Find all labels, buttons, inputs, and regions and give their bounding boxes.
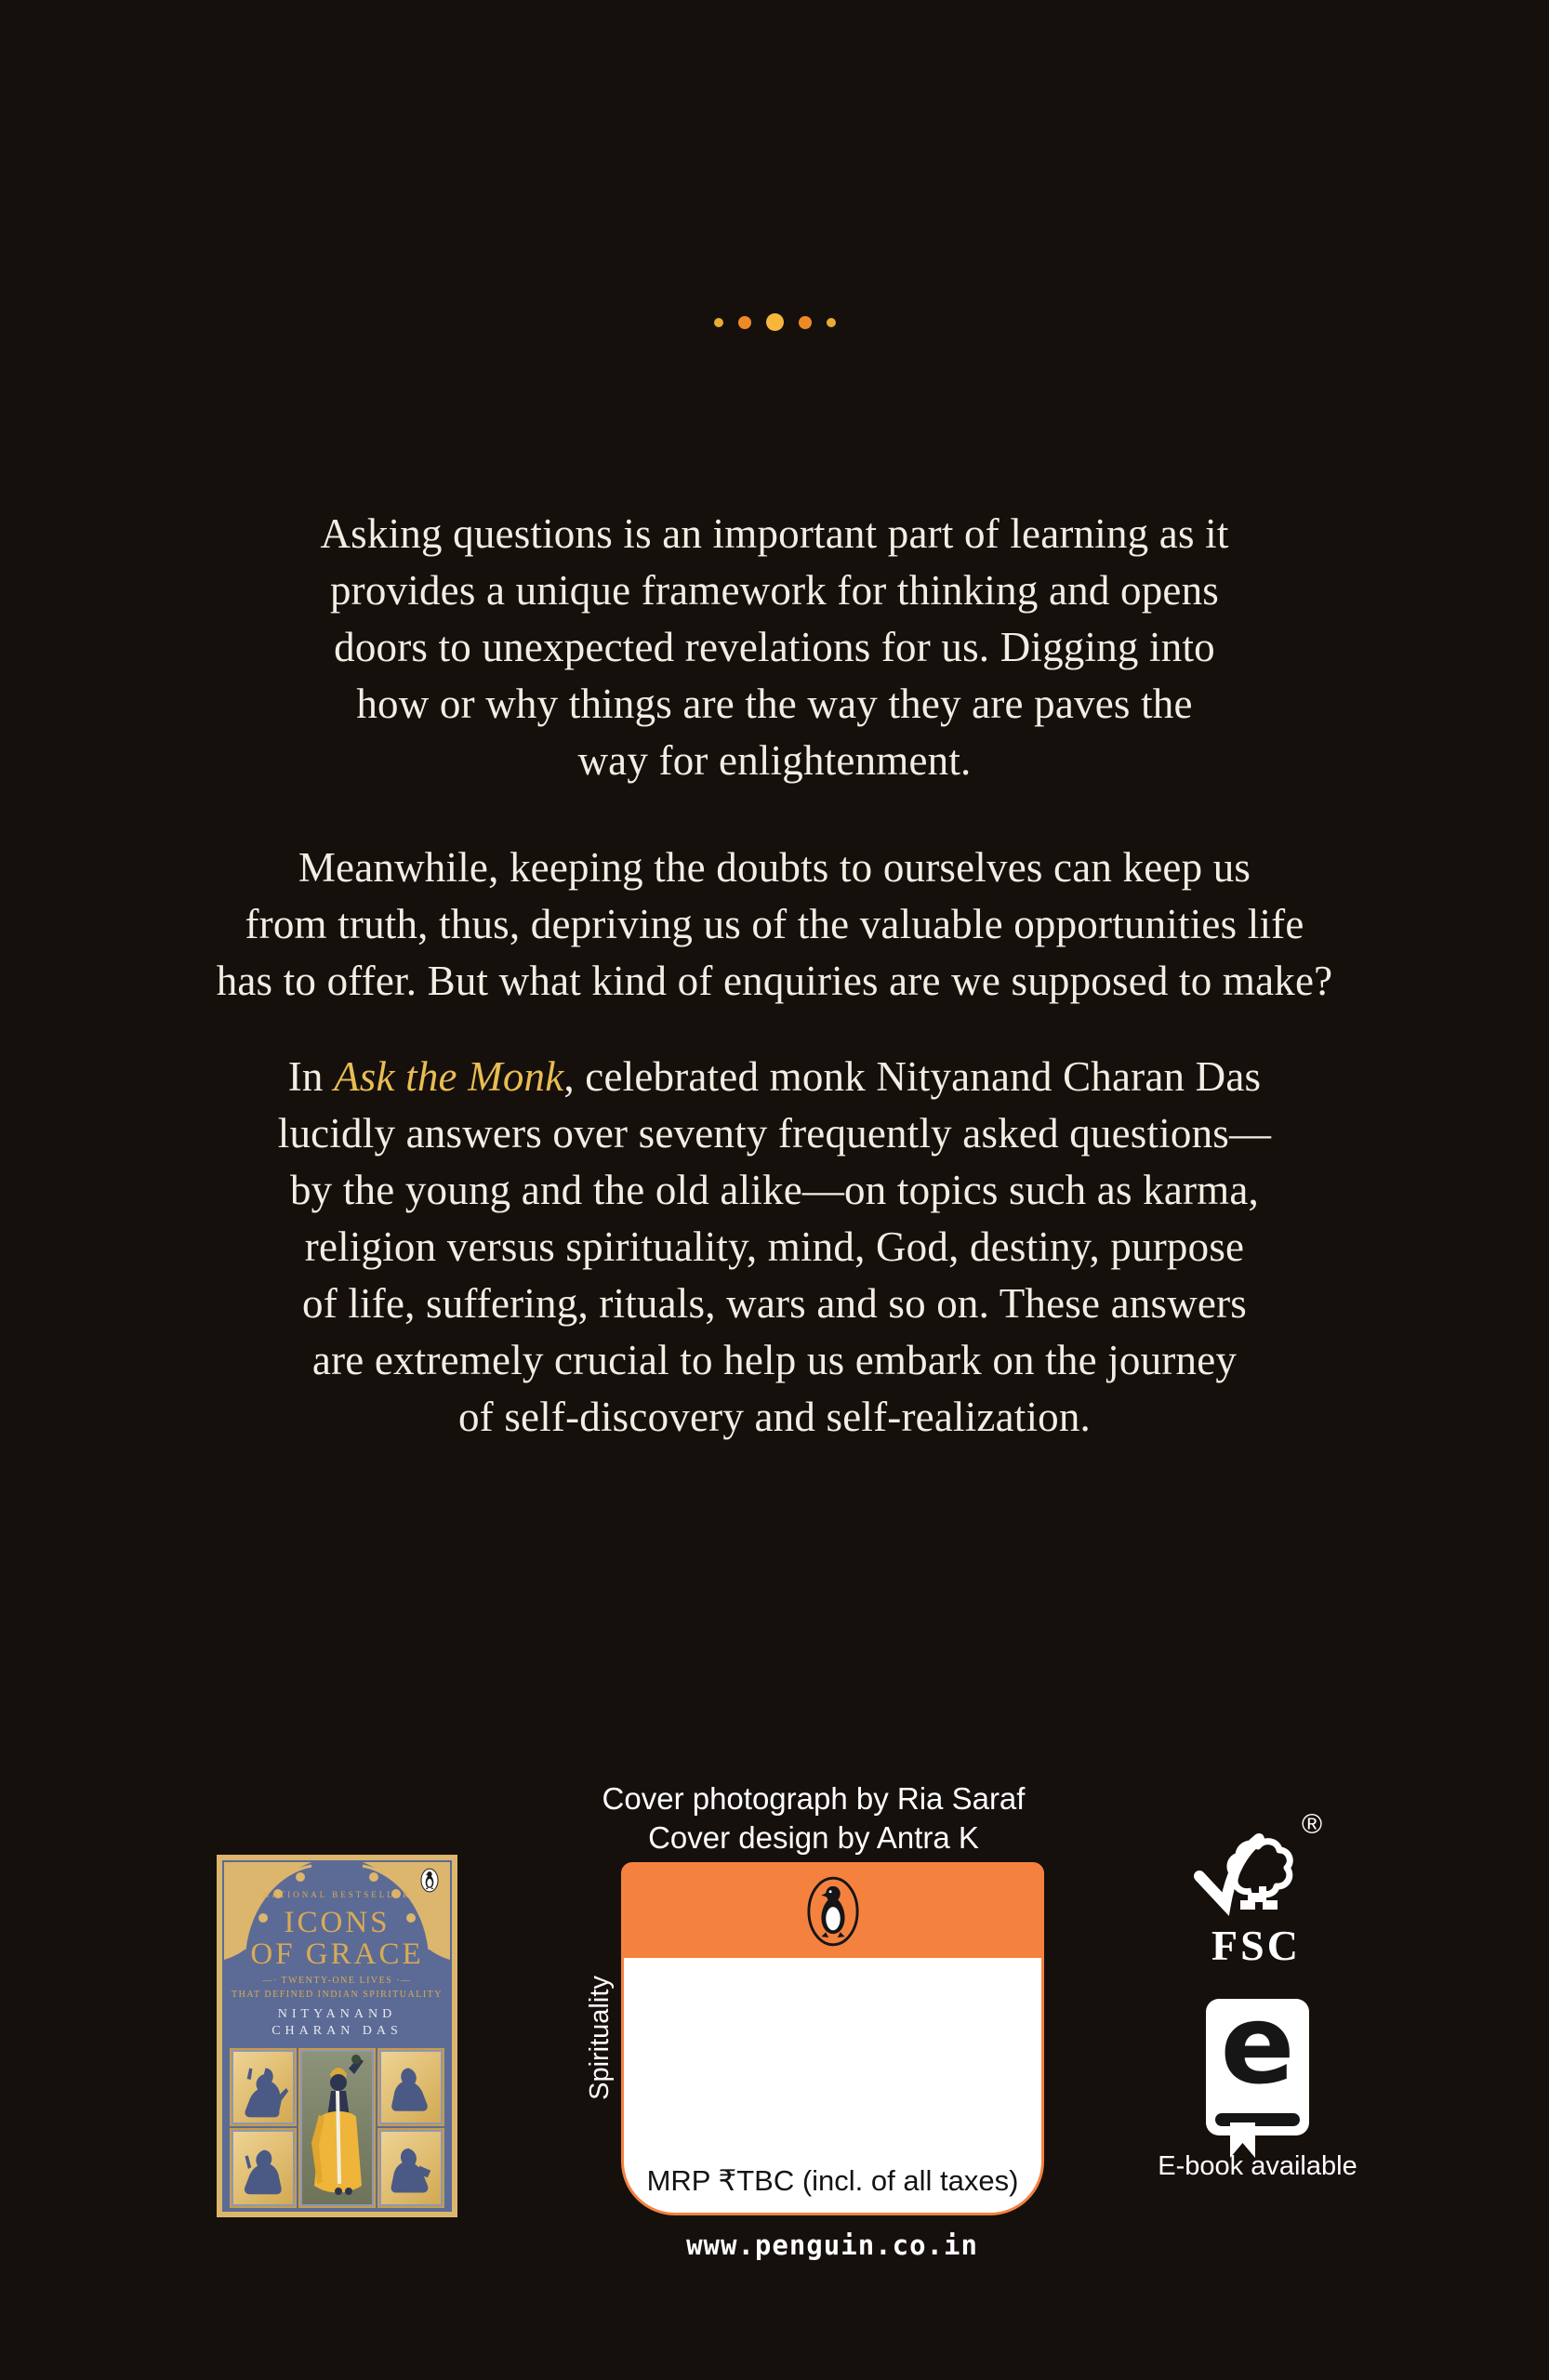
synopsis-line: has to offer. But what kind of enquiries are we supposed to make?: [216, 958, 1333, 1004]
credit-photograph: Cover photograph by Ria Saraf: [602, 1781, 1026, 1816]
book-title-italic: Ask the Monk: [334, 1053, 564, 1100]
ebook-book-spine: [1215, 2113, 1300, 2126]
synopsis-line: of self-discovery and self-realization.: [457, 1394, 1091, 1440]
penguin-logo-mini: [420, 1868, 439, 1893]
ebook-available-label: E-book available: [1158, 2151, 1357, 2181]
dot-medium-left: [738, 316, 751, 329]
silhouette-panel: [232, 2130, 295, 2206]
other-book-subtitle: —· TWENTY-ONE LIVES ·—: [262, 1976, 412, 1986]
synopsis-line: by the young and the old alike—on topics such as karma,: [289, 1167, 1260, 1213]
synopsis-paragraph-1: [0, 506, 1549, 789]
penguin-orange-strip: [624, 1865, 1041, 1958]
synopsis-line: of life, suffering, rituals, wars and so on. These answers: [302, 1280, 1247, 1327]
other-book-title: OF GRACE: [250, 1937, 424, 1971]
silhouette-panel: [379, 2130, 443, 2206]
synopsis-line: how or why things are the way they are paves the: [356, 681, 1193, 727]
seated-figure-silhouette: [235, 2057, 291, 2119]
synopsis-paragraph-3: [0, 1049, 1549, 1446]
deity-painting-panel: [300, 2050, 374, 2206]
penguin-logo: [806, 1875, 860, 1948]
fsc-label: FSC: [1211, 1922, 1301, 1969]
synopsis-paragraph-2: [0, 840, 1549, 1010]
bestseller-badge: NATIONAL BESTSELLER: [262, 1890, 412, 1899]
other-book-author: CHARAN DAS: [271, 2024, 403, 2038]
cover-credits: [442, 1779, 1185, 1858]
dot-large-center: [766, 313, 784, 331]
synopsis-line: religion versus spirituality, mind, God, destiny, purpose: [304, 1223, 1245, 1270]
deity-figure: [302, 2052, 376, 2208]
other-book-subtitle: THAT DEFINED INDIAN SPIRITUALITY: [232, 1990, 443, 2000]
ebook-icon: [1206, 1980, 1309, 2135]
silhouette-panel: [379, 2050, 443, 2124]
synopsis-line: Meanwhile, keeping the doubts to ourselves can keep us: [298, 844, 1251, 891]
price-box: [621, 1862, 1044, 2215]
other-book-thumbnail: [217, 1855, 457, 2217]
dot-small-left: [714, 318, 723, 327]
synopsis-line: [0, 1049, 1549, 1105]
synopsis-line: provides a unique framework for thinking and opens: [329, 567, 1219, 614]
seated-figure-silhouette: [383, 2057, 439, 2119]
other-book-title: ICONS: [284, 1906, 391, 1939]
ornament-dots: [0, 313, 1549, 331]
registered-symbol: ®: [1302, 1809, 1323, 1840]
line-prefix: In: [287, 1053, 335, 1100]
reading-figure-silhouette: [383, 2137, 439, 2201]
line-suffix: , celebrated monk Nityanand Charan Das: [563, 1053, 1262, 1100]
synopsis-line: way for enlightenment.: [577, 737, 972, 784]
dot-medium-right: [799, 316, 812, 329]
synopsis-line: lucidly answers over seventy frequently asked questions—: [277, 1110, 1272, 1157]
synopsis-line: doors to unexpected revelations for us. Digging into: [334, 624, 1215, 670]
category-label: Spirituality: [585, 1976, 615, 2100]
other-book-author: NITYANAND: [277, 2007, 397, 2021]
silhouette-panel: [232, 2050, 295, 2124]
ebook-e-glyph: e: [1220, 1980, 1295, 2109]
seated-figure-silhouette: [235, 2137, 291, 2201]
synopsis-line: are extremely crucial to help us embark on the journey: [311, 1337, 1238, 1383]
synopsis-line: from truth, thus, depriving us of the valuable opportunities life: [245, 901, 1304, 947]
mrp-text: MRP ₹TBC (incl. of all taxes): [646, 2164, 1019, 2197]
publisher-website: www.penguin.co.in: [686, 2229, 978, 2261]
dot-small-right: [827, 318, 836, 327]
credit-design: Cover design by Antra K: [648, 1820, 979, 1855]
synopsis-line: Asking questions is an important part of learning as it: [320, 510, 1229, 557]
